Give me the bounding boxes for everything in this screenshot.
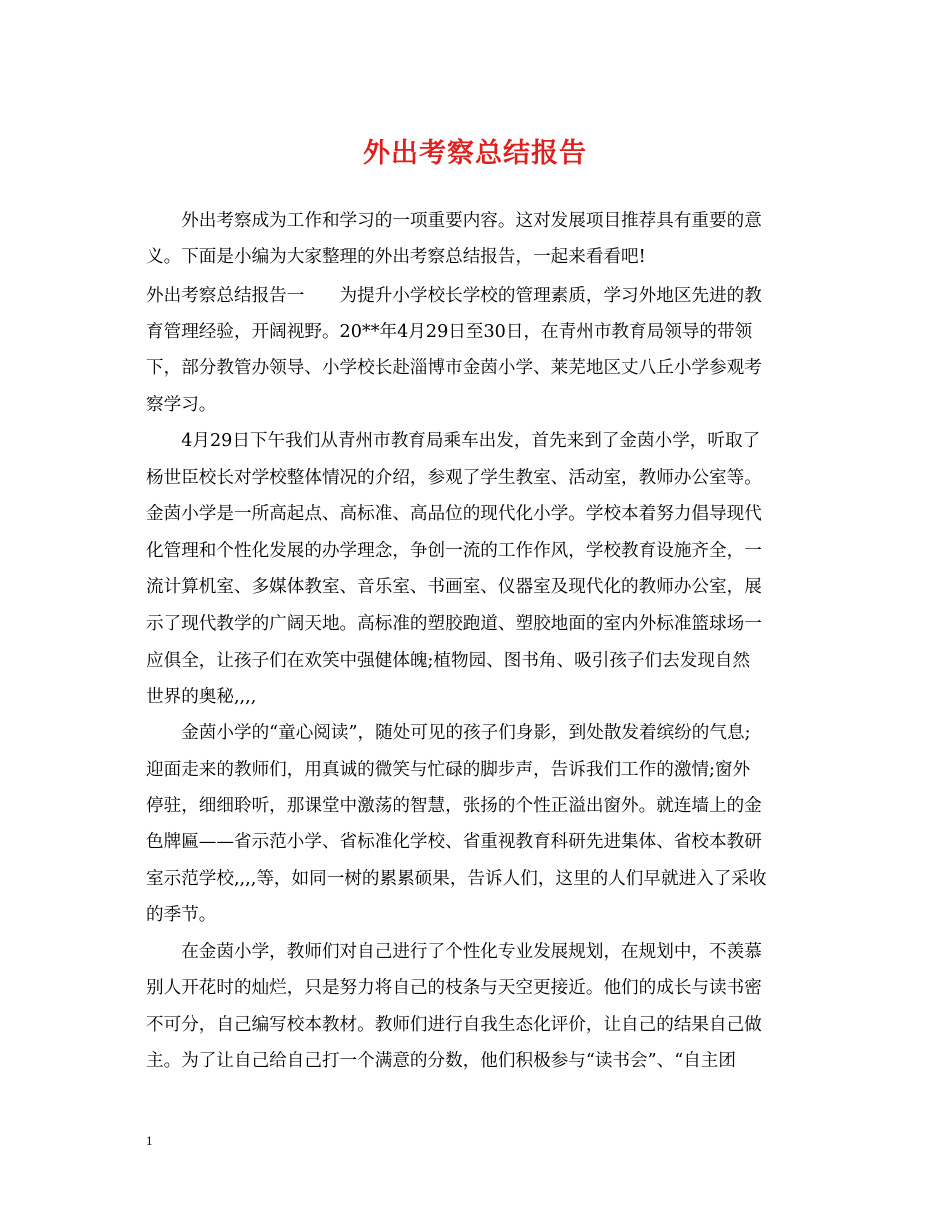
text-line: 义。下面是小编为大家整理的外出考察总结报告，一起来看看吧! (146, 247, 646, 267)
text-line: 迎面走来的教师们，用真诚的微笑与忙碌的脚步声，告诉我们工作的激情;窗外 (146, 760, 751, 780)
text-line: 化管理和个性化发展的办学理念，争创一流的工作作风，学校教育设施齐全，一 (146, 541, 762, 561)
text-line: 不可分，自己编写校本教材。教师们进行自我生态化评价，让自己的结果自己做 (146, 1015, 762, 1035)
text-line: 外出考察成为工作和学习的一项重要内容。这对发展项目推荐具有重要的意 (146, 211, 762, 231)
text-line: 金茵小学是一所高起点、高标准、高品位的现代化小学。学校本着努力倡导现代 (146, 504, 762, 524)
text-line: 金茵小学的“童心阅读”，随处可见的孩子们身影，到处散发着缤纷的气息; (146, 723, 751, 743)
text-line: 4月29日下午我们从青州市教育局乘车出发，首先来到了金茵小学，听取了 (146, 431, 761, 451)
text-line: 的季节。 (146, 905, 217, 925)
text-line: 在金茵小学，教师们对自己进行了个性化专业发展规划，在规划中，不羡慕 (146, 942, 762, 962)
text-line: 室示范学校,,,,等，如同一树的累累硕果，告诉人们，这里的人们早就进入了采收 (146, 869, 767, 889)
text-line: 育管理经验，开阔视野。20**年4月29日至30日，在青州市教育局领导的带领 (146, 322, 753, 342)
document-title: 外出考察总结报告 (363, 138, 587, 169)
text-line: 应俱全，让孩子们在欢笑中强健体魄;植物园、图书角、吸引孩子们去发现自然 (146, 651, 751, 671)
text-line: 杨世臣校长对学校整体情况的介绍，参观了学生教室、活动室，教师办公室等。 (146, 468, 762, 488)
text-line: 色牌匾——省示范小学、省标准化学校、省重视教育科研先进集体、省校本教研 (146, 832, 762, 852)
text-line: 别人开花时的灿烂，只是努力将自己的枝条与天空更接近。他们的成长与读书密 (146, 978, 762, 998)
text-line: 世界的奥秘,,,, (146, 687, 257, 707)
text-line: 流计算机室、多媒体教室、音乐室、书画室、仪器室及现代化的教师办公室，展 (146, 577, 762, 597)
text-line: 察学习。 (146, 395, 217, 415)
text-line: 停驻，细细聆听，那课堂中激荡的智慧，张扬的个性正溢出窗外。就连墙上的金 (146, 796, 762, 816)
text-line: 下，部分教管办领导、小学校长赴淄博市金茵小学、莱芜地区丈八丘小学参观考 (146, 358, 762, 378)
text-line: 主。为了让自己给自己打一个满意的分数，他们积极参与“读书会”、“自主团 (146, 1051, 736, 1071)
text-line: 外出考察总结报告一 为提升小学校长学校的管理素质，学习外地区先进的教 (146, 286, 762, 306)
page-number: 1 (146, 1133, 153, 1148)
text-line: 示了现代教学的广阔天地。高标准的塑胶跑道、塑胶地面的室内外标准篮球场一 (146, 614, 762, 634)
